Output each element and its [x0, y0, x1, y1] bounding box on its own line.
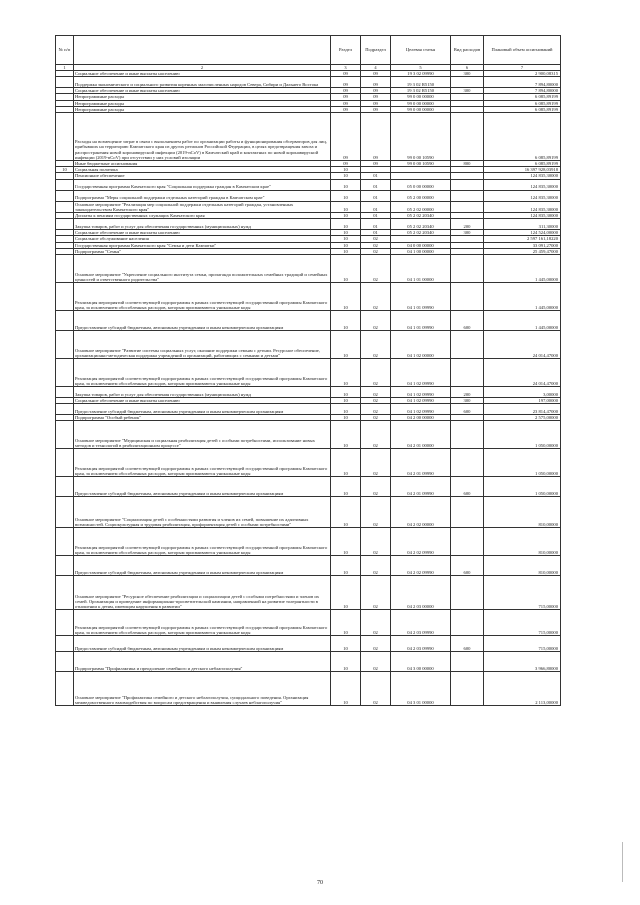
- row-exptype: 200: [451, 387, 484, 398]
- row-exptype: 600: [451, 636, 484, 652]
- row-amount: 2 597 161,18220: [484, 236, 561, 242]
- row-amount: 2 113,00000: [484, 672, 561, 706]
- row-section: 10: [331, 190, 361, 201]
- row-subsection: 09: [361, 106, 391, 112]
- row-article: 04 2 03 09990: [391, 636, 451, 652]
- row-subsection: 02: [361, 497, 391, 528]
- row-amount: 311,30000: [484, 219, 561, 230]
- row-exptype: 200: [451, 219, 484, 230]
- row-name: Иные бюджетные ассигнования: [74, 161, 331, 167]
- row-name: Предоставление субсидий бюджетным, автономным учреждениям и иным некоммерческим организациям: [74, 477, 331, 497]
- row-amount: 33 091,27000: [484, 242, 561, 248]
- row-amount: 810,00000: [484, 556, 561, 576]
- row-article: 04 2 03 00000: [391, 576, 451, 610]
- row-number: [56, 610, 74, 636]
- budget-table: [55, 35, 561, 706]
- table-row: [56, 576, 561, 610]
- row-article: 99 0 00 00000: [391, 106, 451, 112]
- row-name: Реализация мероприятий соответствующей подпрограммы в рамках соответствующей государственной программы Камчатского края, за исключением обособленных расходов, которым присваиваются уникальные коды: [74, 359, 331, 387]
- row-amount: 6 085,89199: [484, 106, 561, 112]
- row-article: 04 3 00 00000: [391, 652, 451, 672]
- column-number: 2: [74, 65, 331, 71]
- row-name: Государственная программа Камчатского края "Семья и дети Камчатки": [74, 242, 331, 248]
- row-name: Реализация мероприятий соответствующей подпрограммы в рамках соответствующей государственной программы Камчатского края, за исключением обособленных расходов, которым присваиваются уникальные коды: [74, 283, 331, 311]
- row-article: 04 2 02 00000: [391, 497, 451, 528]
- row-article: 04 2 03 09990: [391, 610, 451, 636]
- row-name: Основное мероприятие "Реализация мер социальной поддержки отдельных категорий граждан, установленных законодательством Камчатского края": [74, 201, 331, 212]
- row-number: [56, 576, 74, 610]
- row-section: 10: [331, 311, 361, 331]
- table-row: [56, 255, 561, 283]
- table-row: [56, 404, 561, 415]
- row-name: Непрограммные расходы: [74, 94, 331, 100]
- row-article: 04 2 02 09990: [391, 528, 451, 556]
- row-section: 10: [331, 219, 361, 230]
- row-exptype: [451, 283, 484, 311]
- row-article: 05 2 00 00000: [391, 190, 451, 201]
- row-exptype: [451, 359, 484, 387]
- row-subsection: 09: [361, 77, 391, 88]
- row-amount: 1 050,00000: [484, 449, 561, 477]
- row-amount: 124 835,30000: [484, 201, 561, 212]
- table-row: [56, 179, 561, 190]
- table-row: [56, 497, 561, 528]
- row-article: 04 1 01 00000: [391, 255, 451, 283]
- row-section: 10: [331, 415, 361, 421]
- table-body: [56, 71, 561, 706]
- row-name: Расходы на возмещение затрат в связи с выполнением работ по организации работы и функционирования обсерваторов для лиц, прибывших на территорию Камчатского края из других регионов Российской Федерации, в целях предотвращения завоза и распространения новой коронавирусной инфекции (2019-nCoV) в Камчатский край и контактных по новой коронавирусной инфекции (2019-nCoV) при отсутствии у них условий изоляции: [74, 113, 331, 161]
- row-section: 09: [331, 100, 361, 106]
- table-row: [56, 477, 561, 497]
- row-name: Подпрограмма "Особый ребенок": [74, 415, 331, 421]
- row-subsection: 02: [361, 556, 391, 576]
- row-section: 10: [331, 283, 361, 311]
- row-amount: 124 524,00000: [484, 230, 561, 236]
- row-section: 10: [331, 528, 361, 556]
- table-row: [56, 331, 561, 359]
- row-number: [56, 421, 74, 449]
- row-subsection: 02: [361, 652, 391, 672]
- header-exptype: Вид расходов: [451, 36, 484, 65]
- row-subsection: 02: [361, 331, 391, 359]
- row-article: 04 1 02 09990: [391, 404, 451, 415]
- row-number: [56, 672, 74, 706]
- row-number: [56, 497, 74, 528]
- row-name: Основное мероприятие "Медицинская и социальная реабилитация детей с особыми потребностями, использование новых методов и технологий в реабилитационном процессе": [74, 421, 331, 449]
- row-amount: 24 014,47000: [484, 331, 561, 359]
- row-exptype: [451, 421, 484, 449]
- row-amount: 2 900,08315: [484, 71, 561, 77]
- column-number: 3: [331, 65, 361, 71]
- row-exptype: 300: [451, 398, 484, 404]
- row-subsection: 01: [361, 230, 391, 236]
- row-article: 04 1 02 00000: [391, 331, 451, 359]
- row-number: [56, 255, 74, 283]
- row-article: 05 2 02 20340: [391, 213, 451, 219]
- row-name: Основное мероприятие "Развитие системы социальных услуг, оказание поддержки семьям с детьми. Ресурсное обеспечение, организационно-методическая поддержка учреждений и организаций, работающих с семьями и детьми": [74, 331, 331, 359]
- row-article: 04 2 00 00000: [391, 415, 451, 421]
- row-section: 10: [331, 652, 361, 672]
- row-article: 04 1 00 00000: [391, 248, 451, 254]
- row-subsection: 02: [361, 528, 391, 556]
- header-subsection: Подраздел: [361, 36, 391, 65]
- row-name: Реализация мероприятий соответствующей подпрограммы в рамках соответствующей государственной программы Камчатского края, за исключением обособленных расходов, которым присваиваются уникальные коды: [74, 610, 331, 636]
- row-exptype: [451, 331, 484, 359]
- row-amount: 3 966,80000: [484, 652, 561, 672]
- row-section: 10: [331, 449, 361, 477]
- row-name: Предоставление субсидий бюджетным, автономным учреждениям и иным некоммерческим организациям: [74, 636, 331, 652]
- row-amount: 1 445,00000: [484, 311, 561, 331]
- table-row: [56, 283, 561, 311]
- row-exptype: [451, 77, 484, 88]
- row-exptype: 800: [451, 161, 484, 167]
- row-article: 19 3 02 R5150: [391, 77, 451, 88]
- row-subsection: 09: [361, 71, 391, 77]
- row-name: Социальное обеспечение и иные выплаты населению: [74, 88, 331, 94]
- row-section: 10: [331, 173, 361, 179]
- row-section: 10: [331, 236, 361, 242]
- row-amount: 3,00000: [484, 387, 561, 398]
- row-subsection: 02: [361, 449, 391, 477]
- table-row: [56, 556, 561, 576]
- row-number: [56, 77, 74, 88]
- row-section: 09: [331, 113, 361, 161]
- row-subsection: 02: [361, 283, 391, 311]
- row-section: 10: [331, 421, 361, 449]
- header-amount: Плановый объем ассигнований: [484, 36, 561, 65]
- row-name: Пенсионное обеспечение: [74, 173, 331, 179]
- table-row: [56, 387, 561, 398]
- row-name: Поддержка экономического и социального развития коренных малочисленных народов Севера, Сибири и Дальнего Востока: [74, 77, 331, 88]
- row-amount: 1 050,00000: [484, 477, 561, 497]
- row-number: [56, 652, 74, 672]
- row-section: 10: [331, 636, 361, 652]
- row-article: 05 2 02 20340: [391, 230, 451, 236]
- row-subsection: 02: [361, 415, 391, 421]
- row-name: Основное мероприятие "Профилактика семейного и детского неблагополучия, суицидального поведения. Организация межведомственного взаимодействия по вопросам предотвращения и выявления случаев неблагополучия": [74, 672, 331, 706]
- row-number: [56, 283, 74, 311]
- row-subsection: 02: [361, 421, 391, 449]
- row-amount: 6 085,89199: [484, 94, 561, 100]
- column-number: 6: [451, 65, 484, 71]
- row-exptype: [451, 113, 484, 161]
- table-row: [56, 190, 561, 201]
- row-amount: 715,00000: [484, 610, 561, 636]
- row-amount: 715,00000: [484, 576, 561, 610]
- row-section: 10: [331, 477, 361, 497]
- row-name: Социальное обеспечение и иные выплаты населению: [74, 71, 331, 77]
- row-amount: 197,00000: [484, 398, 561, 404]
- row-number: 10: [56, 167, 74, 173]
- row-section: 09: [331, 88, 361, 94]
- row-exptype: [451, 179, 484, 190]
- row-amount: 810,00000: [484, 528, 561, 556]
- row-section: 10: [331, 230, 361, 236]
- row-subsection: 02: [361, 242, 391, 248]
- row-amount: 810,00000: [484, 497, 561, 528]
- row-section: 10: [331, 556, 361, 576]
- row-amount: 7 894,80000: [484, 77, 561, 88]
- row-number: [56, 201, 74, 212]
- row-number: [56, 190, 74, 201]
- row-section: 10: [331, 610, 361, 636]
- row-name: Социальное обслуживание населения: [74, 236, 331, 242]
- row-amount: 1 050,00000: [484, 421, 561, 449]
- row-exptype: 600: [451, 477, 484, 497]
- row-name: Предоставление субсидий бюджетным, автономным учреждениям и иным некоммерческим организациям: [74, 311, 331, 331]
- row-subsection: 01: [361, 213, 391, 219]
- row-amount: 25 459,47000: [484, 248, 561, 254]
- row-subsection: 02: [361, 404, 391, 415]
- row-subsection: 01: [361, 173, 391, 179]
- row-section: 10: [331, 576, 361, 610]
- row-exptype: 600: [451, 556, 484, 576]
- table-row: [56, 359, 561, 387]
- row-article: 04 2 01 09990: [391, 477, 451, 497]
- row-number: [56, 219, 74, 230]
- row-name: Подпрограмма "Профилактика и преодоление семейного и детского неблагополучия": [74, 652, 331, 672]
- row-section: 10: [331, 497, 361, 528]
- row-exptype: [451, 610, 484, 636]
- row-number: [56, 311, 74, 331]
- row-subsection: 01: [361, 190, 391, 201]
- row-number: [56, 331, 74, 359]
- row-name: Непрограммные расходы: [74, 106, 331, 112]
- row-article: 05 2 02 20340: [391, 219, 451, 230]
- row-subsection: 02: [361, 636, 391, 652]
- row-section: 10: [331, 201, 361, 212]
- table-row: [56, 219, 561, 230]
- row-section: 09: [331, 77, 361, 88]
- row-name: Государственная программа Камчатского края "Социальная поддержка граждан в Камчатском крае": [74, 179, 331, 190]
- row-name: Социальное обеспечение и иные выплаты населению: [74, 230, 331, 236]
- table-row: [56, 610, 561, 636]
- table-row: [56, 672, 561, 706]
- row-name: Основное мероприятие "Ресурсное обеспечение реабилитации и социализации детей с особыми потребностями и членов их семей. Организация и проведение информационно-просветительской кампании, направленной на развитие толерантности в отношении к детям, имеющим нарушения в развитии": [74, 576, 331, 610]
- row-article: 99 0 00 10590: [391, 161, 451, 167]
- row-section: 10: [331, 167, 361, 173]
- row-subsection: 09: [361, 88, 391, 94]
- row-number: [56, 477, 74, 497]
- column-number: 1: [56, 65, 74, 71]
- row-amount: 124 835,30000: [484, 179, 561, 190]
- row-article: 99 0 00 10590: [391, 113, 451, 161]
- row-subsection: 02: [361, 398, 391, 404]
- row-exptype: 600: [451, 311, 484, 331]
- row-name: Доплаты к пенсиям государственных служащих Камчатского края: [74, 213, 331, 219]
- row-subsection: 01: [361, 219, 391, 230]
- column-number: 4: [361, 65, 391, 71]
- table-row: [56, 311, 561, 331]
- row-amount: 7 894,80000: [484, 88, 561, 94]
- row-name: Предоставление субсидий бюджетным, автономным учреждениям и иным некоммерческим организациям: [74, 404, 331, 415]
- row-article: 19 3 02 R5150: [391, 88, 451, 94]
- row-amount: 124 835,30000: [484, 213, 561, 219]
- row-subsection: 01: [361, 179, 391, 190]
- row-name: Предоставление субсидий бюджетным, автономным учреждениям и иным некоммерческим организациям: [74, 556, 331, 576]
- row-name: Основное мероприятие "Социализация детей с особенностями развития и членов их семей, повышение их адаптивных возможностей. Социокультурная и трудовая реабилитация, профориентация детей с особыми потребностями": [74, 497, 331, 528]
- header-no: № п/п: [56, 36, 74, 65]
- row-amount: 124 835,30000: [484, 173, 561, 179]
- row-article: 04 1 02 09990: [391, 387, 451, 398]
- row-subsection: 09: [361, 100, 391, 106]
- row-name: Непрограммные расходы: [74, 100, 331, 106]
- row-exptype: 300: [451, 230, 484, 236]
- row-section: 10: [331, 248, 361, 254]
- table-header-row: [56, 36, 561, 65]
- row-section: 10: [331, 213, 361, 219]
- row-name: Реализация мероприятий соответствующей подпрограммы в рамках соответствующей государственной программы Камчатского края, за исключением обособленных расходов, которым присваиваются уникальные коды: [74, 528, 331, 556]
- row-article: 04 2 01 09990: [391, 449, 451, 477]
- row-exptype: [451, 652, 484, 672]
- row-section: 10: [331, 359, 361, 387]
- row-article: 04 2 01 00000: [391, 421, 451, 449]
- row-subsection: 01: [361, 201, 391, 212]
- row-amount: 715,00000: [484, 636, 561, 652]
- table-row: [56, 528, 561, 556]
- row-subsection: 02: [361, 672, 391, 706]
- row-exptype: 600: [451, 404, 484, 415]
- budget-table-sheet: [55, 35, 560, 706]
- row-exptype: 300: [451, 88, 484, 94]
- row-article: 04 0 00 00000: [391, 242, 451, 248]
- row-article: 99 0 00 00000: [391, 100, 451, 106]
- table-row: [56, 652, 561, 672]
- row-section: 09: [331, 161, 361, 167]
- row-exptype: [451, 190, 484, 201]
- row-name: Реализация мероприятий соответствующей подпрограммы в рамках соответствующей государственной программы Камчатского края, за исключением обособленных расходов, которым присваиваются уникальные коды: [74, 449, 331, 477]
- row-exptype: [451, 201, 484, 212]
- row-number: [56, 179, 74, 190]
- row-article: 04 2 02 09990: [391, 556, 451, 576]
- row-exptype: [451, 497, 484, 528]
- row-name: Социальная политика: [74, 167, 331, 173]
- row-number: [56, 404, 74, 415]
- table-row: [56, 77, 561, 88]
- row-name: Основное мероприятие "Укрепление социального института семьи, пропаганда положительных семейных традиций и семейных ценностей и ответственного родительства": [74, 255, 331, 283]
- row-article: 05 0 00 00000: [391, 179, 451, 190]
- row-article: 19 3 02 09990: [391, 71, 451, 77]
- row-number: [56, 449, 74, 477]
- row-article: 04 1 02 09990: [391, 359, 451, 387]
- row-amount: 6 085,89199: [484, 113, 561, 161]
- row-number: [56, 113, 74, 161]
- header-section: Раздел: [331, 36, 361, 65]
- row-subsection: 09: [361, 161, 391, 167]
- page-number: 70: [317, 880, 323, 886]
- row-amount: 16 397 928,03918: [484, 167, 561, 173]
- scan-edge-mark: [622, 842, 623, 882]
- row-number: [56, 359, 74, 387]
- header-article: Целевая статья: [391, 36, 451, 65]
- row-subsection: 02: [361, 255, 391, 283]
- row-article: 04 1 01 09990: [391, 283, 451, 311]
- row-number: [56, 528, 74, 556]
- row-section: 10: [331, 242, 361, 248]
- row-subsection: 09: [361, 113, 391, 161]
- row-subsection: 02: [361, 610, 391, 636]
- row-exptype: [451, 672, 484, 706]
- row-subsection: 02: [361, 477, 391, 497]
- row-number: [56, 556, 74, 576]
- header-name: [74, 36, 331, 65]
- row-name: Закупка товаров, работ и услуг для обеспечения государственных (муниципальных) нужд: [74, 387, 331, 398]
- column-number: 5: [391, 65, 451, 71]
- row-exptype: [451, 576, 484, 610]
- row-amount: 6 085,89199: [484, 100, 561, 106]
- table-row: [56, 421, 561, 449]
- row-amount: 1 445,00000: [484, 255, 561, 283]
- row-amount: 124 835,30000: [484, 190, 561, 201]
- row-article: 99 0 00 00000: [391, 94, 451, 100]
- row-section: 10: [331, 331, 361, 359]
- row-subsection: 02: [361, 387, 391, 398]
- row-exptype: [451, 255, 484, 283]
- row-section: 10: [331, 398, 361, 404]
- table-row: [56, 113, 561, 161]
- row-subsection: 02: [361, 236, 391, 242]
- row-subsection: 02: [361, 248, 391, 254]
- row-amount: 1 445,00000: [484, 283, 561, 311]
- row-exptype: [451, 449, 484, 477]
- row-amount: 6 085,89199: [484, 161, 561, 167]
- row-name: Социальное обеспечение и иные выплаты населению: [74, 398, 331, 404]
- row-exptype: [451, 528, 484, 556]
- row-name: Закупка товаров, работ и услуг для обеспечения государственных (муниципальных) нужд: [74, 219, 331, 230]
- row-section: 10: [331, 672, 361, 706]
- row-name: Подпрограмма "Меры социальной поддержки отдельных категорий граждан в Камчатском крае": [74, 190, 331, 201]
- row-subsection: 02: [361, 311, 391, 331]
- row-article: 04 1 02 09990: [391, 398, 451, 404]
- row-article: 05 2 02 00000: [391, 201, 451, 212]
- table-row: [56, 201, 561, 212]
- row-section: 09: [331, 106, 361, 112]
- row-amount: 23 814,47000: [484, 404, 561, 415]
- row-section: 09: [331, 94, 361, 100]
- row-exptype: 300: [451, 71, 484, 77]
- row-section: 09: [331, 71, 361, 77]
- row-amount: 24 014,47000: [484, 359, 561, 387]
- row-subsection: 02: [361, 576, 391, 610]
- row-section: 10: [331, 404, 361, 415]
- row-article: 04 3 01 00000: [391, 672, 451, 706]
- row-name: Подпрограмма "Семья": [74, 248, 331, 254]
- column-number: 7: [484, 65, 561, 71]
- row-amount: 2 575,00000: [484, 415, 561, 421]
- table-row: [56, 449, 561, 477]
- row-section: 10: [331, 387, 361, 398]
- row-subsection: 02: [361, 359, 391, 387]
- row-article: 04 1 01 09990: [391, 311, 451, 331]
- row-section: 10: [331, 179, 361, 190]
- row-number: [56, 387, 74, 398]
- row-number: [56, 636, 74, 652]
- table-row: [56, 636, 561, 652]
- row-subsection: 09: [361, 94, 391, 100]
- row-section: 10: [331, 255, 361, 283]
